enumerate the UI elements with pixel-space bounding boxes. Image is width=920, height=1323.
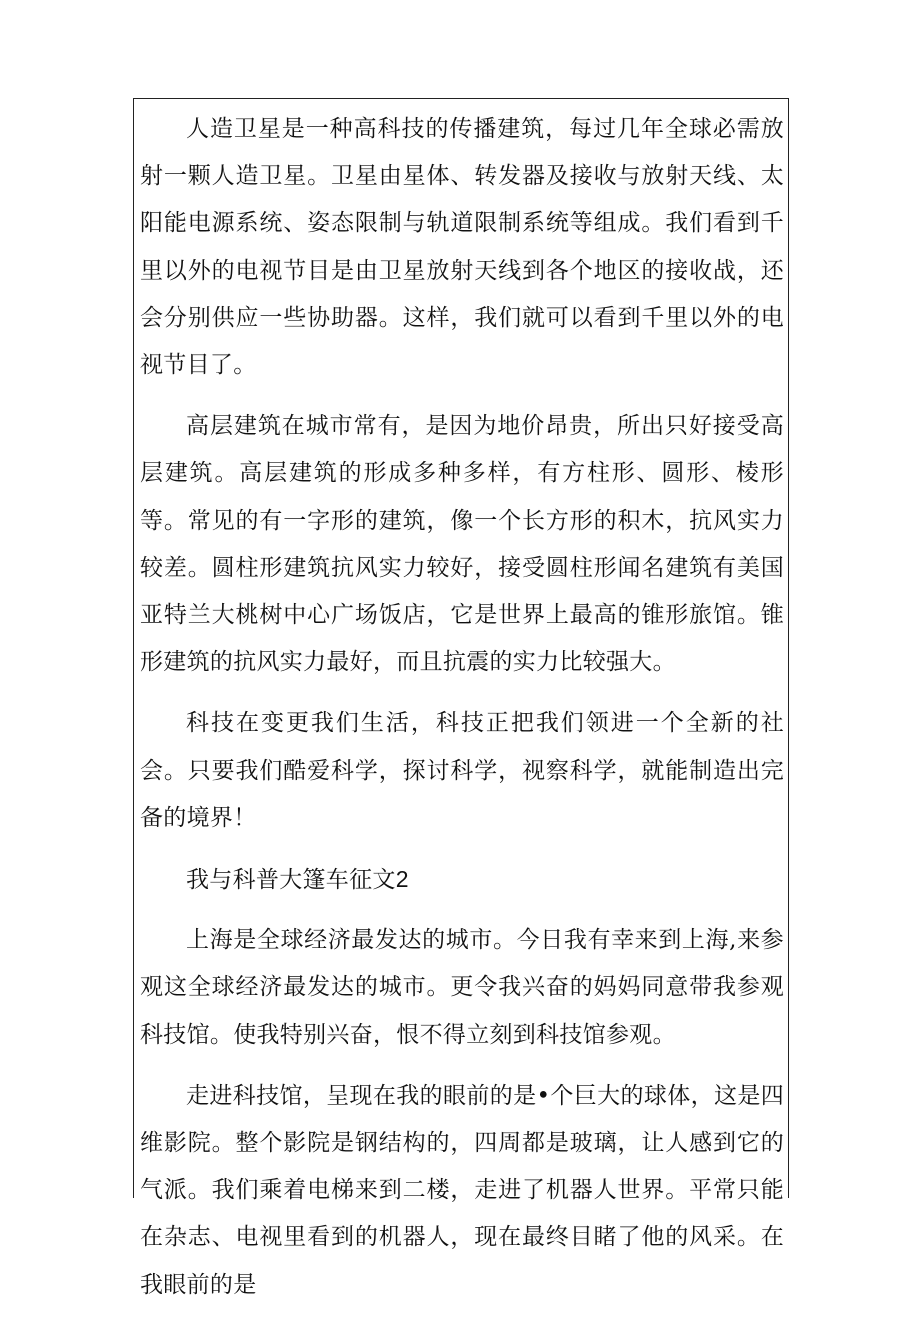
section-subtitle: 我与科普大篷车征文2 [186, 866, 409, 893]
paragraph-science: 科技在变更我们生活，科技正把我们领进一个全新的社会。只要我们酷爱科学，探讨科学，视察科学，就能制造出完备的境界！ [140, 710, 784, 831]
paragraph-museum: 走进科技馆，呈现在我的眼前的是•个巨大的球体，这是四维影院。整个影院是钢结构的，四周都是玻璃，让人感到它的气派。我们乘着电梯来到二楼，走进了机器人世界。平常只能在杂志、电视里看到的机器人，现在最终目睹了他的风采。在我眼前的是 [140, 1082, 784, 1298]
paragraph-satellite: 人造卫星是一种高科技的传播建筑，每过几年全球必需放射一颗人造卫星。卫星由星体、转发器及接收与放射天线、太阳能电源系统、姿态限制与轨道限制系统等组成。我们看到千里以外的电视节目是由卫星放射天线到各个地区的接收战，还会分别供应一些协助器。这样，我们就可以看到千里以外的电视节目了。 [140, 116, 784, 379]
paragraph-shanghai: 上海是全球经济最发达的城市。今日我有幸来到上海,来参观这全球经济最发达的城市。更令我兴奋的妈妈同意带我参观科技馆。使我特别兴奋，恨不得立刻到科技馆参观。 [140, 927, 784, 1048]
document-body [140, 106, 784, 1323]
paragraph-high-rise: 高层建筑在城市常有，是因为地价昂贵，所出只好接受高层建筑。高层建筑的形成多种多样，有方柱形、圆形、棱形等。常见的有一字形的建筑，像一个长方形的积木，抗风实力较差。圆柱形建筑抗风实力较好，接受圆柱形闻名建筑有美国亚特兰大桃树中心广场饭店，它是世界上最高的锥形旅馆。锥形建筑的抗风实力最好，而且抗震的实力比较强大。 [140, 413, 784, 676]
